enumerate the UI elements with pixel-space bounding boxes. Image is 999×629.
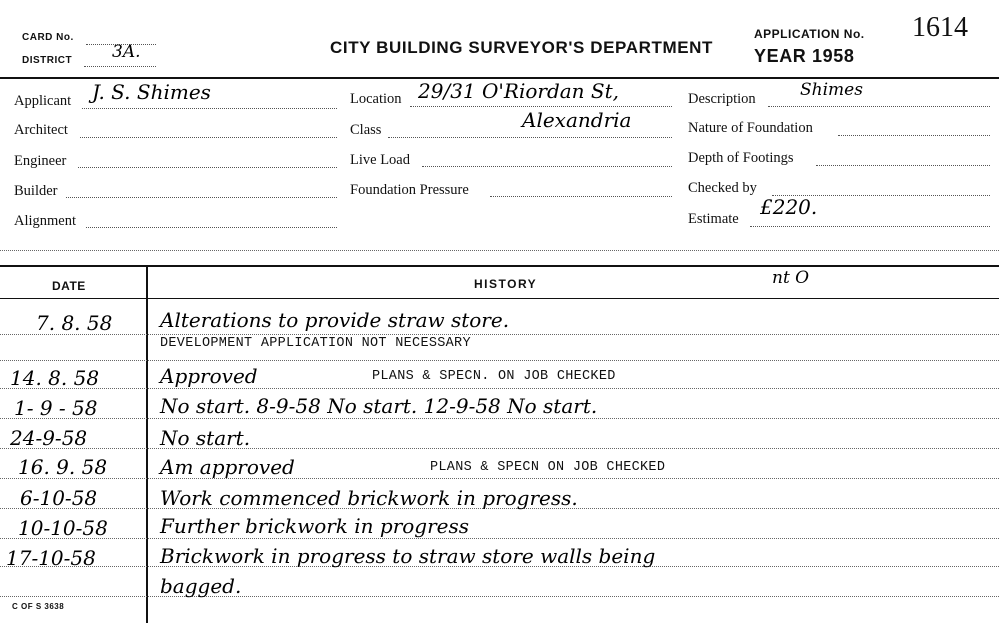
application-label: APPLICATION No. (754, 27, 865, 41)
applicant-label: Applicant (14, 93, 72, 109)
row-rule (0, 334, 999, 335)
district-line (84, 66, 156, 67)
builder-line (66, 197, 337, 198)
row-rule (0, 538, 999, 539)
applicant-value: J. S. Shimes (92, 80, 211, 104)
department-title: CITY BUILDING SURVEYOR'S DEPARTMENT (330, 38, 714, 57)
history-text: No start. 8-9-58 No start. 12-9-58 No start. (160, 394, 598, 418)
row-rule (0, 360, 999, 361)
date-column-divider (146, 265, 148, 623)
history-date: 7. 8. 58 (36, 311, 113, 335)
history-date: 17-10-58 (6, 546, 96, 570)
foundation-pressure-label: Foundation Pressure (350, 182, 469, 198)
year-label: YEAR 1958 (754, 46, 855, 66)
history-date: 1- 9 - 58 (14, 396, 98, 420)
history-date: 10-10-58 (18, 516, 108, 540)
history-text: Approved (160, 364, 258, 388)
nature-of-foundation-label: Nature of Foundation (688, 120, 813, 136)
history-typed-note: PLANS & SPECN. ON JOB CHECKED (372, 369, 616, 384)
fields-bottom-dotted (0, 250, 999, 251)
applicant-line (82, 108, 337, 109)
description-label: Description (688, 91, 756, 107)
depth-of-footings-line (816, 165, 990, 166)
location-value: 29/31 O'Riordan St, (418, 79, 620, 103)
history-typed-note: DEVELOPMENT APPLICATION NOT NECESSARY (160, 336, 471, 351)
history-date: 24-9-58 (10, 426, 88, 450)
form-code: C OF S 3638 (12, 602, 65, 611)
row-rule (0, 388, 999, 389)
history-text: Am approved (160, 455, 295, 479)
engineer-line (78, 167, 337, 168)
row-rule (0, 418, 999, 419)
class-line (388, 137, 672, 138)
card-no-label: CARD No. (22, 32, 74, 43)
estimate-line (750, 226, 990, 227)
live-load-line (422, 166, 672, 167)
history-top-rule (0, 265, 999, 267)
history-header-rule (0, 298, 999, 299)
row-rule (0, 478, 999, 479)
architect-line (80, 137, 337, 138)
history-text: No start. (160, 426, 251, 450)
row-rule (0, 448, 999, 449)
depth-of-footings-label: Depth of Footings (688, 150, 794, 166)
date-header: DATE (52, 279, 86, 293)
checked-by-label: Checked by (688, 180, 757, 196)
architect-label: Architect (14, 122, 68, 138)
history-date: 14. 8. 58 (10, 366, 100, 390)
engineer-label: Engineer (14, 153, 67, 169)
class-label: Class (350, 122, 382, 138)
history-date: 16. 9. 58 (18, 455, 108, 479)
builder-label: Builder (14, 183, 58, 199)
live-load-label: Live Load (350, 152, 410, 168)
alignment-line (86, 227, 337, 228)
district-label: DISTRICT (22, 55, 73, 66)
nature-of-foundation-line (838, 135, 990, 136)
estimate-value: £220. (760, 195, 818, 219)
district-value: 3A. (112, 42, 141, 62)
history-header: HISTORY (474, 277, 538, 291)
class-value: Alexandria (522, 108, 632, 132)
history-text: Alterations to provide straw store. (160, 308, 510, 332)
description-line (768, 106, 990, 107)
history-text: Brickwork in progress to straw store walls being (160, 544, 656, 568)
history-date: 6-10-58 (20, 486, 98, 510)
estimate-label: Estimate (688, 211, 739, 227)
margin-note: nt O (772, 268, 810, 288)
history-text: Further brickwork in progress (160, 514, 470, 538)
location-label: Location (350, 91, 402, 107)
row-rule (0, 596, 999, 597)
description-value: Shimes (800, 80, 863, 100)
location-line (410, 106, 672, 107)
alignment-label: Alignment (14, 213, 77, 229)
history-typed-note: PLANS & SPECN ON JOB CHECKED (430, 460, 666, 475)
application-number: 1614 (912, 12, 968, 43)
history-text: bagged. (160, 574, 242, 598)
history-text: Work commenced brickwork in progress. (160, 486, 578, 510)
foundation-pressure-line (490, 196, 672, 197)
